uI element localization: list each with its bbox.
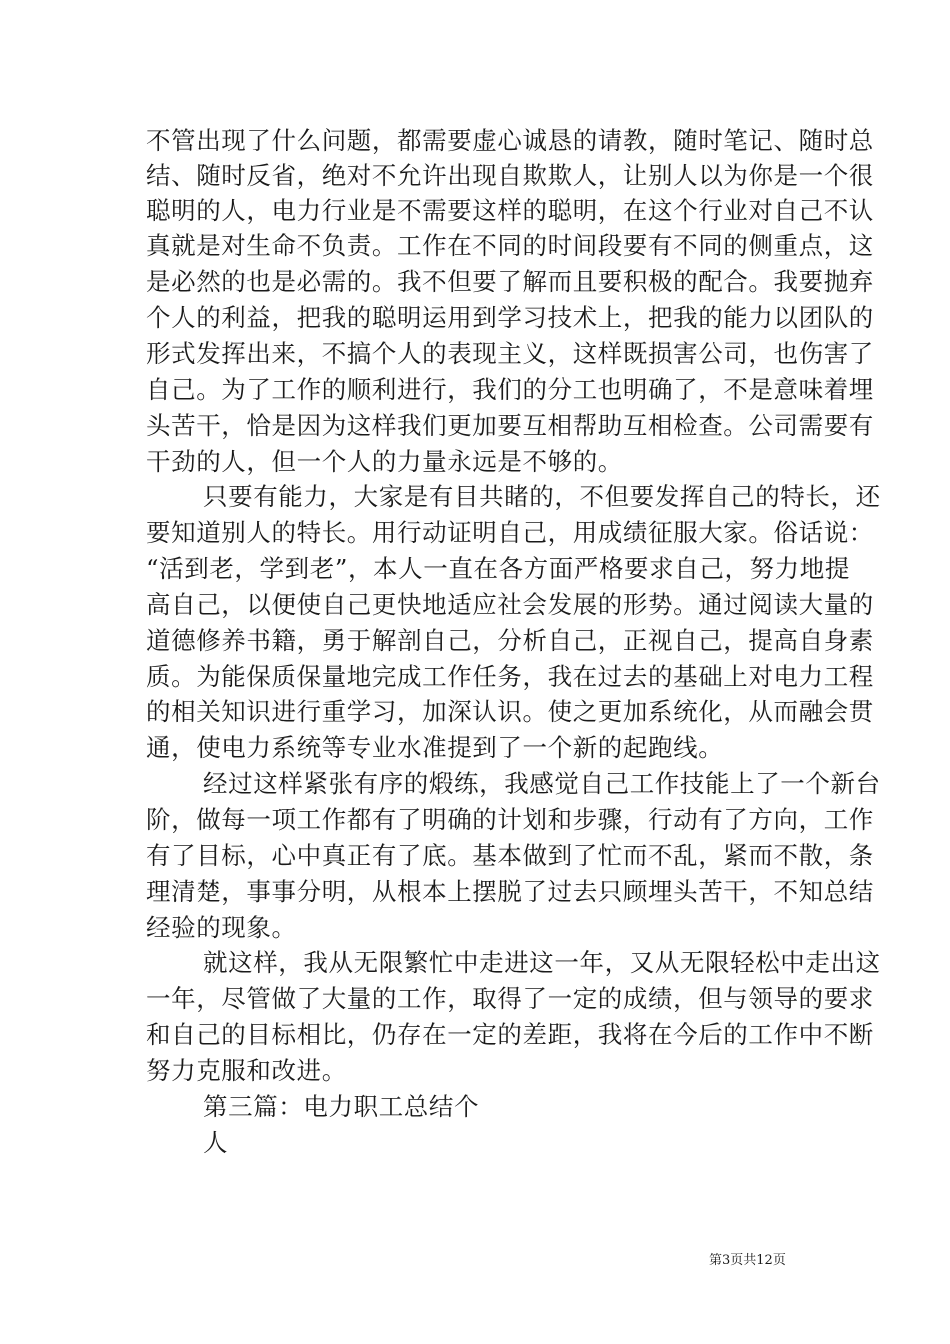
body-text-line: 一年，尽管做了大量的工作，取得了一定的成绩，但与领导的要求 <box>146 984 874 1013</box>
body-text-line: 头苦干，恰是因为这样我们更加要互相帮助互相检查。公司需要有 <box>146 411 874 440</box>
body-text-line: 阶，做每一项工作都有了明确的计划和步骤，行动有了方向，工作 <box>146 805 874 834</box>
body-text-line: 个人的利益，把我的聪明运用到学习技术上，把我的能力以团队的 <box>146 303 874 332</box>
page-number: 第3页共12页 <box>709 1253 786 1268</box>
body-text-line: 只要有能力，大家是有目共睹的，不但要发挥自己的特长，还 <box>203 482 881 511</box>
body-text-line: 经过这样紧张有序的煅练，我感觉自己工作技能上了一个新台 <box>203 769 881 798</box>
body-text-line: 要知道别人的特长。用行动证明自己，用成绩征服大家。俗话说： <box>146 518 874 547</box>
body-text-line: 和自己的目标相比，仍存在一定的差距，我将在今后的工作中不断 <box>146 1020 874 1049</box>
body-text-line: 形式发挥出来，不搞个人的表现主义，这样既损害公司，也伤害了 <box>146 339 874 368</box>
body-text-line: 就这样，我从无限繁忙中走进这一年，又从无限轻松中走出这 <box>203 948 881 977</box>
body-text-line: 理清楚，事事分明，从根本上摆脱了过去只顾埋头苦干，不知总结 <box>146 877 874 906</box>
body-text-line: 是必然的也是必需的。我不但要了解而且要积极的配合。我要抛弃 <box>146 267 874 296</box>
body-text-line: 真就是对生命不负责。工作在不同的时间段要有不同的侧重点，这 <box>146 231 874 260</box>
body-text-line: 高自己，以便使自己更快地适应社会发展的形势。通过阅读大量的 <box>146 590 874 619</box>
section-heading-continuation: 人 <box>203 1128 229 1157</box>
body-text-line: 道德修养书籍，勇于解剖自己，分析自己，正视自己，提高自身素 <box>146 626 874 655</box>
body-text-line: 不管出现了什么问题，都需要虚心诚恳的请教，随时笔记、随时总 <box>146 126 874 155</box>
body-text-line: 干劲的人，但一个人的力量永远是不够的。 <box>146 447 623 476</box>
section-heading: 第三篇：电力职工总结个 <box>203 1092 480 1121</box>
body-text-line: 聪明的人，电力行业是不需要这样的聪明，在这个行业对自己不认 <box>146 196 874 225</box>
body-text-line: 质。为能保质保量地完成工作任务，我在过去的基础上对电力工程 <box>146 662 874 691</box>
body-text-line: 有了目标，心中真正有了底。基本做到了忙而不乱，紧而不散，条 <box>146 841 874 870</box>
body-text-line: 的相关知识进行重学习，加深认识。使之更加系统化，从而融会贯 <box>146 697 874 726</box>
body-text-line: 结、随时反省，绝对不允许出现自欺欺人，让别人以为你是一个很 <box>146 161 874 190</box>
body-text-line: 经验的现象。 <box>146 913 297 942</box>
body-text-line: 自己。为了工作的顺利进行，我们的分工也明确了，不是意味着埋 <box>146 375 874 404</box>
body-text-line: 努力克服和改进。 <box>146 1056 347 1085</box>
body-text-line: “活到老，学到老”，本人一直在各方面严格要求自己，努力地提 <box>146 554 850 583</box>
body-text-line: 通，使电力系统等专业水准提到了一个新的起跑线。 <box>146 733 724 762</box>
